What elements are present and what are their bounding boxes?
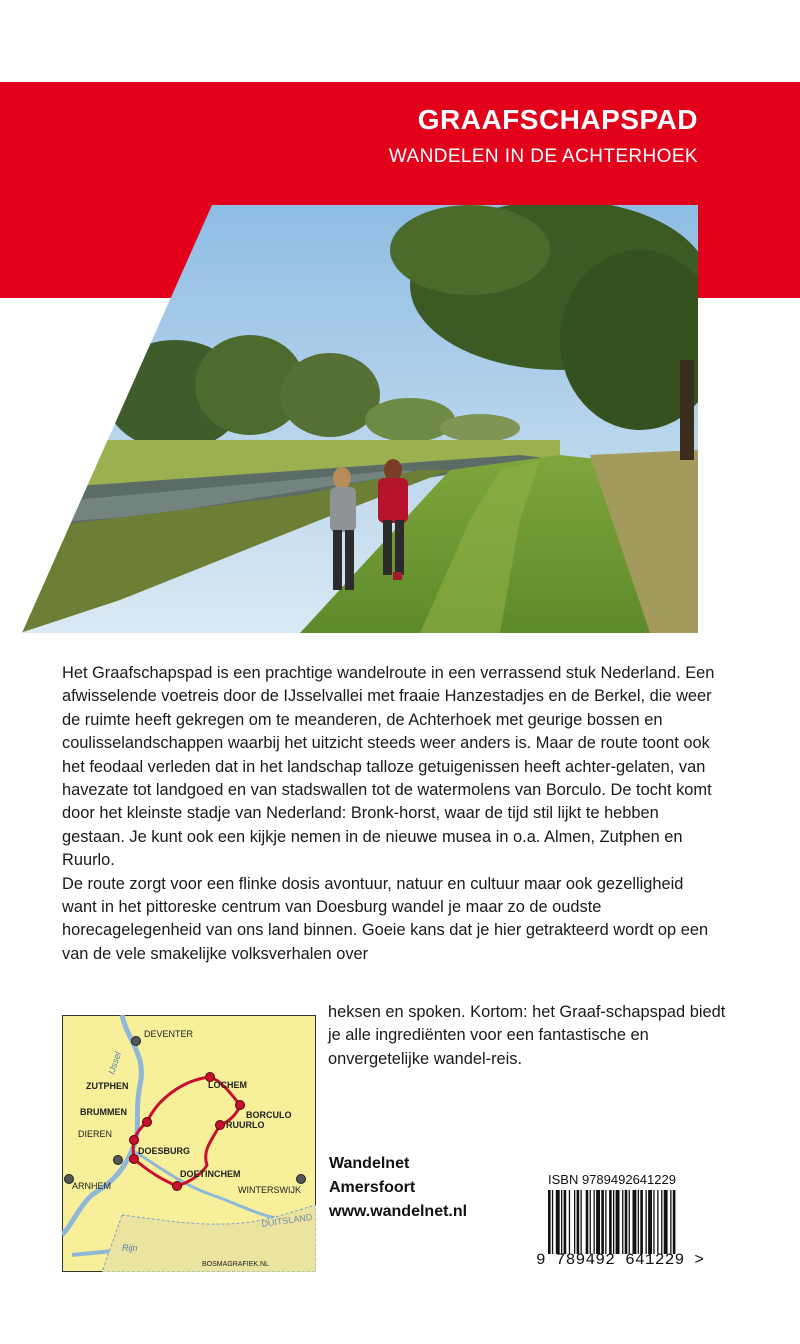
barcode-bar <box>613 1190 614 1254</box>
publisher-website: www.wandelnet.nl <box>329 1203 468 1220</box>
publisher-name: Wandelnet <box>329 1155 410 1172</box>
barcode-bar <box>616 1190 620 1254</box>
barcode-bar <box>556 1190 560 1254</box>
barcode-bar <box>625 1190 628 1254</box>
publisher-city: Amersfoort <box>329 1179 416 1196</box>
map-label-rijn: Rijn <box>122 1243 138 1253</box>
barcode-bar <box>629 1190 630 1254</box>
publisher-block <box>329 1152 467 1224</box>
book-subtitle: WANDELEN IN DE ACHTERHOEK <box>388 146 698 167</box>
barcode-bar <box>552 1190 553 1254</box>
map-label-brummen: BRUMMEN <box>80 1107 127 1117</box>
description-paragraph-1: Het Graafschapspad is een prachtige wandelroute in een verrassend stuk Nederland. Een afwisselende voetreis door de IJsselvallei met fraaie Hanzestadjes en de Berkel, die weer de ruimte heeft gekregen om te meanderen, de Achterhoek met geurige bossen en coulisselandschappen waarbij het uitzicht steeds weer anders is. Maar de route toont ook het feodaal verleden dat in het landschap talloze getuigenissen heeft achter-gelaten, van havezate tot landgoed en van stadswallen tot de watermolens van Borculo. De tocht komt door het kleinste stadje van Nederland: Bronk-horst, waar de tijd stil lijkt te hebben gestaan. Je kunt ook een kijkje nemen in de nieuwe musea in o.a. Almen, Zutphen en Ruurlo. <box>62 664 715 870</box>
description-paragraph-2-continued: heksen en spoken. Kortom: het Graaf-schapspad biedt je alle ingrediënten voor een fantastische en onvergetelijke wandel-reis. <box>328 1003 726 1068</box>
description-paragraph-2: De route zorgt voor een flinke dosis avontuur, natuur en cultuur maar ook gezelligheid want in het pittoreske centrum van Doesburg wandel je maar zo de oudste horecagelegenheid van ons land binnen. Goeie kans dat je hier getrakteerd wordt op een van de vele smakelijke volksverhalen over <box>62 874 709 963</box>
barcode-bar <box>609 1190 612 1254</box>
route-map <box>62 1015 316 1272</box>
map-label-ruurlo: RUURLO <box>226 1120 265 1130</box>
barcode-bar <box>574 1190 575 1254</box>
barcode-bar <box>646 1190 647 1254</box>
map-label-winterswijk: WINTERSWIJK <box>238 1185 301 1195</box>
barcode-bar <box>564 1190 567 1254</box>
barcode-bar <box>586 1190 589 1254</box>
barcode-bar <box>622 1190 623 1254</box>
barcode-bar <box>596 1190 600 1254</box>
isbn-digits: 9 789492 641229 > <box>536 1251 705 1269</box>
barcode-bar <box>664 1190 668 1254</box>
map-label-ijssel: IJssel <box>106 1050 124 1076</box>
barcode-bar <box>569 1190 570 1254</box>
barcode-bar <box>601 1190 604 1254</box>
map-label-deventer: DEVENTER <box>144 1029 194 1039</box>
barcode-bar <box>653 1190 654 1254</box>
barcode-bar <box>594 1190 595 1254</box>
barcode-bar <box>633 1190 637 1254</box>
map-credit: BOSMAGRAFIEK.NL <box>202 1261 269 1268</box>
barcode-bar <box>657 1190 658 1254</box>
barcode-bar <box>548 1190 551 1254</box>
barcode-bar <box>673 1190 676 1254</box>
book-title: GRAAFSCHAPSPAD <box>417 104 698 135</box>
map-label-dieren: DIEREN <box>78 1129 113 1139</box>
map-label-duitsland: DUITSLAND <box>260 1211 313 1229</box>
barcode-bar <box>605 1190 606 1254</box>
map-label-doetinchem: DOETINCHEM <box>180 1169 241 1179</box>
barcode-bar <box>640 1190 643 1254</box>
barcode-bar <box>581 1190 582 1254</box>
map-label-zutphen: ZUTPHEN <box>86 1081 129 1091</box>
barcode-bar <box>561 1190 562 1254</box>
description <box>62 662 722 966</box>
barcode-bar <box>590 1190 591 1254</box>
barcode-bar <box>577 1190 580 1254</box>
barcode-bar <box>670 1190 671 1254</box>
barcode-bar <box>648 1190 652 1254</box>
map-label-doesburg: DOESBURG <box>138 1146 191 1156</box>
isbn-label: ISBN 9789492641229 <box>548 1172 676 1187</box>
barcode-bar <box>638 1190 639 1254</box>
barcode-bar <box>661 1190 662 1254</box>
map-label-arnhem: ARNHEM <box>72 1181 112 1191</box>
map-label-borculo: BORCULO <box>246 1110 292 1120</box>
map-label-lochem: LOCHEM <box>208 1080 247 1090</box>
